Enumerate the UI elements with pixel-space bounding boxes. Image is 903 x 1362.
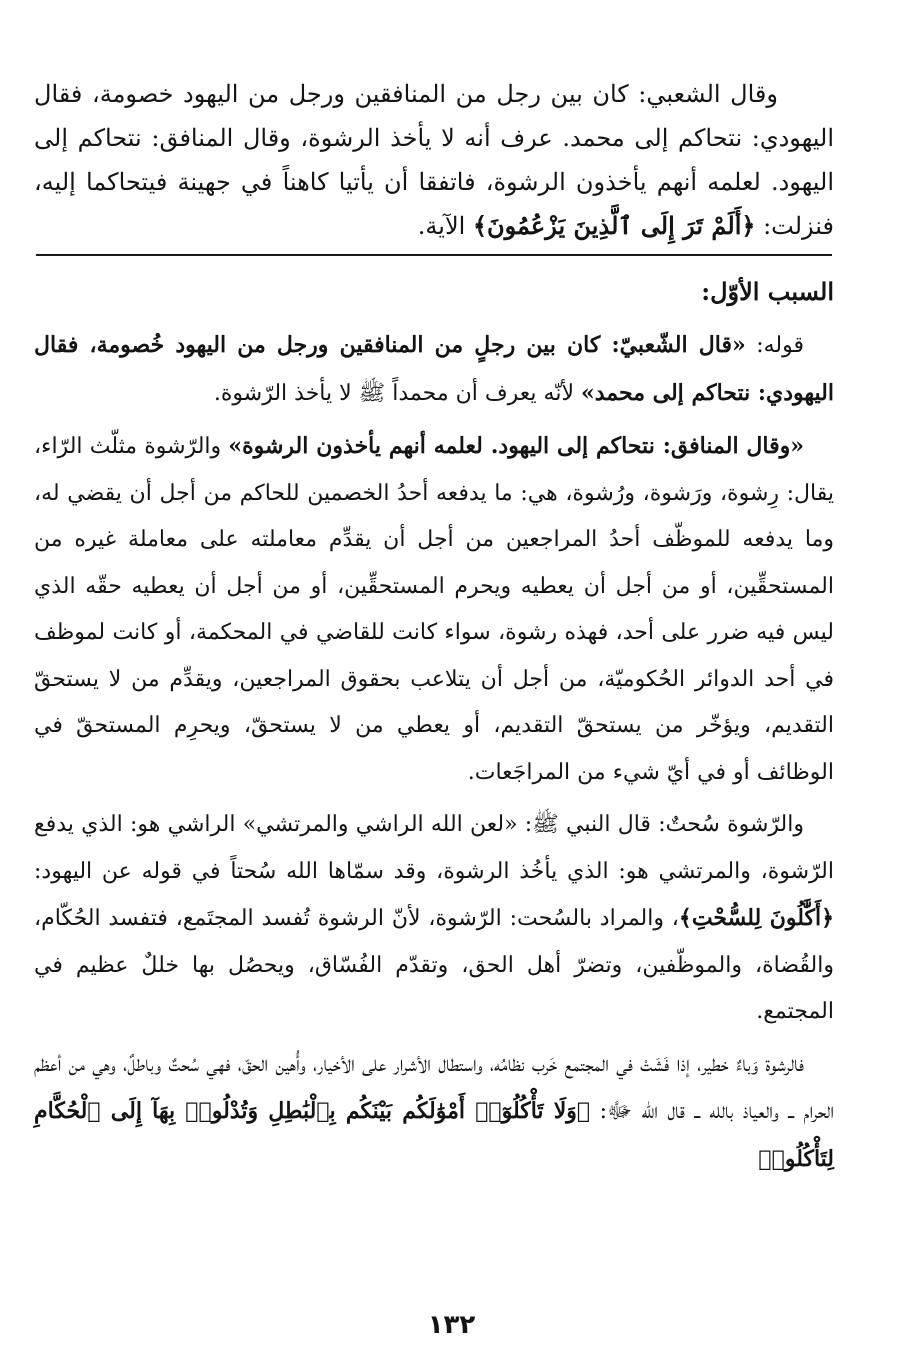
- quran-verse: ﴿وَلَا تَأْكُلُوٓا۟ أَمْوَٰلَكُم بَيْنَكُم بِٱلْبَٰطِلِ وَتُدْلُوا۟ بِهَآ إِلَى ٱلْحُكَّامِ لِتَأْكُلُوا۟: [34, 1098, 834, 1172]
- quran-verse: ﴿أَكَّٰلُونَ لِلسُّحْتِ﴾: [678, 905, 835, 931]
- quran-verse: ﴿أَلَمْ تَرَ إِلَى ٱلَّذِينَ يَزْعُمُونَ﴾: [472, 211, 756, 240]
- page-number: ١٣٢: [427, 1310, 476, 1340]
- quoted-hadith-bold: «وقال المنافق: نتحاكم إلى اليهود. لعلمه أنهم يأخذون الرشوة»: [228, 433, 805, 459]
- commentary-lead: قوله:: [745, 333, 804, 358]
- commentary-paragraph: [34, 1042, 834, 1184]
- quote-text-end: الآية.: [417, 212, 473, 240]
- page-body: [34, 72, 834, 1183]
- commentary-text: والرّشوة مثلّث الرّاء، يقال: رِشوة، ورَشوة، ورُشوة، هي: ما يدفعه أحدُ الخصمين للحاكم من أجل أن يقضي له، وما يدفعه للموظّف أحدُ المراجعين من أجل أن يقدِّم معاملته على معاملة غيره من المستحقِّين، أو من أجل أن يعطيه ويحرم المستحقِّين، أو من أجل أن يعطيه حقّه الذي ليس فيه ضرر على أحد، فهذه رشوة، سواء كانت للقاضي في المحكمة، أو كانت لموظف في أحد الدوائر الحُكوميّة، من أجل أن يتلاعب بحقوق المراجعين، ويقدِّم من لا يستحقّ التقديم، ويؤخّر من يستحقّ التقديم، أو يعطي من لا يستحقّ، ويحرِم المستحقّ في الوظائف أو في أيّ شيء من المراجَعات.: [34, 434, 834, 785]
- quoted-hadith-bold: «قال الشّعبيّ: كان بين رجلٍ من المنافقين ورجل من اليهود خُصومة، فقال اليهودي: نتحاكم إلى محمد»: [34, 332, 834, 406]
- commentary-text: لأنّه يعرف أن محمداً ﷺ لا يأخذ الرّشوة.: [213, 380, 581, 406]
- hadith-quote-paragraph: [34, 72, 834, 248]
- commentary-text: ، والمراد بالسُحت: الرّشوة، لأنّ الرشوة تُفسد المجتَمع، فتفسد الحُكّام، والقُضاة، والموظّفين، وتضرّ أهل الحق، وتقدّم الفُسّاق، ويحصُل بها خللٌ عظيم في المجتمع.: [34, 906, 834, 1024]
- quote-text: وقال الشعبي: كان بين رجل من المنافقين ورجل من اليهود خصومة، فقال اليهودي: نتحاكم إلى محمد. عرف أنه لا يأخذ الرشوة، وقال المنافق: نتحاكم إلى اليهود. لعلمه أنهم يأخذون الرشوة، فاتفقا أن يأتيا كاهناً في جهينة فيتحاكما إليه، فنزلت:: [34, 80, 834, 240]
- commentary-paragraph: [34, 322, 834, 417]
- commentary-paragraph: [34, 802, 834, 1036]
- commentary-text: والرّشوة سُحتٌ: قال النبي ﷺ: «لعن الله الراشي والمرتشي» الراشي هو: الذي يدفع الرّشوة، والمرتشي هو: الذي يأخُذ الرشوة، وقد سمّاها الله سُحتاً في قوله عن اليهود:: [34, 812, 835, 884]
- section-heading: السبب الأوّل:: [701, 277, 834, 306]
- horizontal-divider: [36, 254, 832, 256]
- commentary-paragraph: [34, 423, 834, 796]
- commentary-text: فالرشوة وَباءٌ خطير، إذا فَشَتْ في المجتمع خَرب نظامُه، واستطال الأشرار على الأخيار، وأُهين الحقّ، فهي سُحتٌ وباطلٌ، وهي من أعظم الحرام ــ والعياذ بالله ــ قال الله ﷻ:: [34, 1051, 834, 1124]
